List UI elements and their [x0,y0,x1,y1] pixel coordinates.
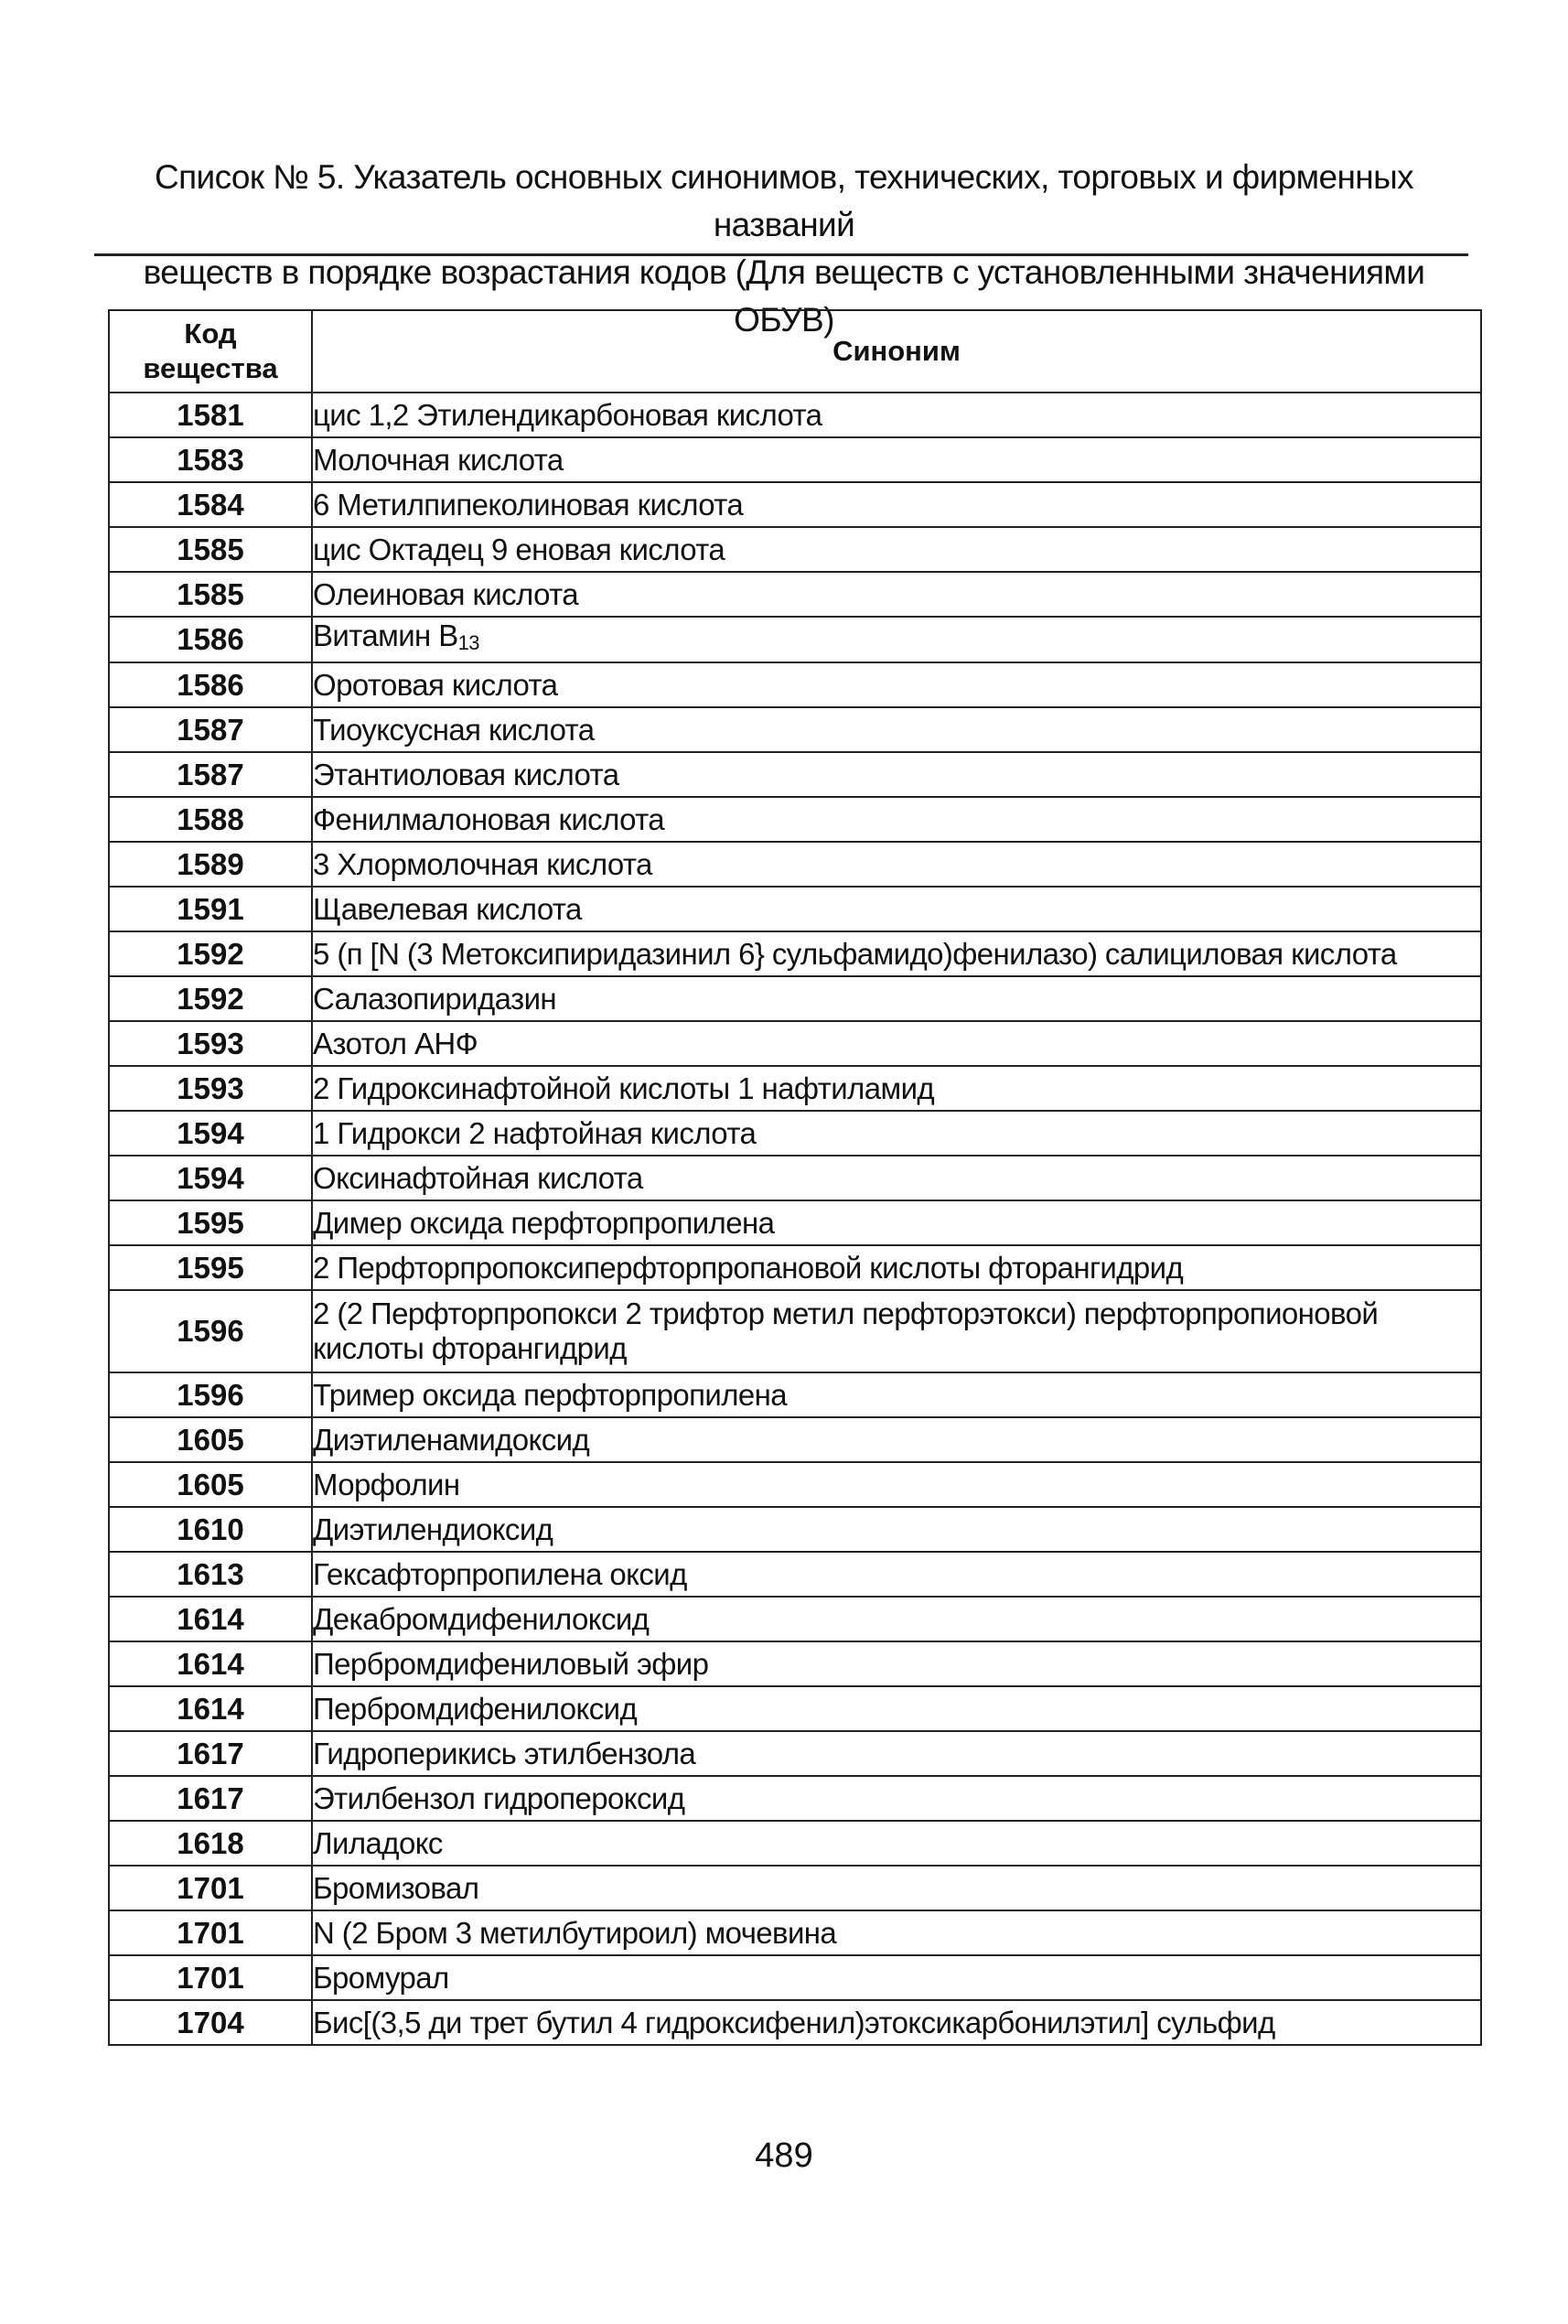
table-row [109,482,1481,527]
row-synonym: Салазопиридазин [312,976,1481,1021]
code-header-line-1: Код [184,317,237,350]
table-row [109,1955,1481,2000]
row-synonym: Димер оксида перфторпропилена [312,1200,1481,1245]
row-code: 1618 [109,1821,312,1866]
row-synonym: Тиоуксусная кислота [312,707,1481,752]
row-synonym: Фенилмалоновая кислота [312,797,1481,842]
subscript: 13 [457,631,479,654]
synonym-table [108,309,1482,2046]
row-code: 1594 [109,1111,312,1156]
row-synonym: Лиладокс [312,1821,1481,1866]
table-row [109,1111,1481,1156]
table-row [109,1552,1481,1597]
code-column-header [109,310,312,393]
row-synonym: Оксинафтойная кислота [312,1156,1481,1200]
table-row [109,1417,1481,1462]
row-synonym: Бромизовал [312,1866,1481,1910]
table-row [109,572,1481,617]
synonym-line-1: 2 (2 Перфторпропокси 2 трифтор метил перфторэтокси) перфторпропионовой [313,1296,1379,1330]
table-header-row [109,310,1481,393]
row-code: 1583 [109,437,312,482]
table-row [109,842,1481,887]
row-code: 1595 [109,1200,312,1245]
row-code: 1605 [109,1417,312,1462]
row-code: 1593 [109,1066,312,1111]
row-code: 1614 [109,1686,312,1731]
table-row [109,1686,1481,1731]
row-code: 1701 [109,1955,312,2000]
table-row [109,393,1481,437]
table-row [109,1731,1481,1776]
row-synonym [312,617,1481,662]
table-row [109,1507,1481,1552]
row-synonym: Азотол АНФ [312,1021,1481,1066]
row-synonym: Гидроперикись этилбензола [312,1731,1481,1776]
table-row [109,1156,1481,1200]
row-code: 1581 [109,393,312,437]
table-row [109,707,1481,752]
row-synonym: Диэтилендиоксид [312,1507,1481,1552]
heading-line-2: веществ в порядке возрастания кодов (Для веществ с установленными значениями ОБУВ) [143,253,1425,339]
table-row [109,2000,1481,2045]
row-synonym: Декабромдифенилоксид [312,1597,1481,1641]
row-synonym: Диэтиленамидоксид [312,1417,1481,1462]
row-code: 1605 [109,1462,312,1507]
table-row [109,1910,1481,1955]
row-synonym: 3 Хлормолочная кислота [312,842,1481,887]
row-code: 1587 [109,752,312,797]
row-code: 1610 [109,1507,312,1552]
table-row [109,887,1481,931]
row-code: 1596 [109,1290,312,1372]
row-synonym: 6 Метилпипеколиновая кислота [312,482,1481,527]
row-synonym: 2 Перфторпропоксиперфторпропановой кислоты фторангидрид [312,1245,1481,1290]
row-synonym: N (2 Бром 3 метилбутироил) мочевина [312,1910,1481,1955]
row-synonym: 5 (п [N (3 Метоксипиридазинил 6} сульфамидо)фенилазо) салициловая кислота [312,931,1481,976]
table-row [109,1866,1481,1910]
row-code: 1595 [109,1245,312,1290]
row-code: 1596 [109,1372,312,1417]
row-code: 1587 [109,707,312,752]
table-row [109,1372,1481,1417]
synonym-line-2: кислоты фторангидрид [313,1331,627,1365]
row-code: 1586 [109,662,312,707]
row-code: 1617 [109,1731,312,1776]
row-synonym: 1 Гидрокси 2 нафтойная кислота [312,1111,1481,1156]
row-synonym: Пербромдифенилоксид [312,1686,1481,1731]
table-row [109,1200,1481,1245]
row-code: 1614 [109,1597,312,1641]
row-code: 1588 [109,797,312,842]
row-synonym: Этантиоловая кислота [312,752,1481,797]
row-code: 1586 [109,617,312,662]
table-row [109,617,1481,662]
row-code: 1592 [109,976,312,1021]
row-code: 1617 [109,1776,312,1821]
row-code: 1701 [109,1866,312,1910]
row-synonym: Бис[(3,5 ди трет бутил 4 гидроксифенил)этоксикарбонилэтил] сульфид [312,2000,1481,2045]
table-row [109,1776,1481,1821]
row-code: 1614 [109,1641,312,1686]
row-synonym [312,1290,1481,1372]
row-code: 1591 [109,887,312,931]
table-row [109,752,1481,797]
table-row [109,1597,1481,1641]
row-synonym: Гексафторпропилена оксид [312,1552,1481,1597]
table-row [109,1066,1481,1111]
table-row [109,1462,1481,1507]
table-row [109,797,1481,842]
table-row [109,1821,1481,1866]
row-code: 1585 [109,527,312,572]
row-code: 1585 [109,572,312,617]
heading-underline [94,253,1468,256]
row-synonym: цис Октадец 9 еновая кислота [312,527,1481,572]
row-synonym: Молочная кислота [312,437,1481,482]
row-synonym: Морфолин [312,1462,1481,1507]
table-row [109,931,1481,976]
table-row [109,976,1481,1021]
heading-line-1: Список № 5. Указатель основных синонимов, технических, торговых и фирменных названий [154,158,1414,243]
row-synonym: цис 1,2 Этилендикарбоновая кислота [312,393,1481,437]
row-code: 1593 [109,1021,312,1066]
row-synonym: 2 Гидроксинафтойной кислоты 1 нафтиламид [312,1066,1481,1111]
row-code: 1704 [109,2000,312,2045]
row-synonym: Оротовая кислота [312,662,1481,707]
row-synonym: Тример оксида перфторпропилена [312,1372,1481,1417]
row-code: 1594 [109,1156,312,1200]
page-number: 489 [755,2136,813,2175]
row-synonym: Пербромдифениловый эфир [312,1641,1481,1686]
row-code: 1584 [109,482,312,527]
row-synonym: Этилбензол гидропероксид [312,1776,1481,1821]
row-synonym: Бромурал [312,1955,1481,2000]
code-header-line-2: вещества [143,352,278,384]
row-code: 1589 [109,842,312,887]
table-row [109,662,1481,707]
table-row [109,1021,1481,1066]
row-synonym: Щавелевая кислота [312,887,1481,931]
synonym-text: Витамин B [313,619,458,652]
table-row [109,437,1481,482]
row-code: 1701 [109,1910,312,1955]
row-synonym: Олеиновая кислота [312,572,1481,617]
row-code: 1592 [109,931,312,976]
synonym-column-header: Синоним [312,310,1481,393]
table-row [109,1245,1481,1290]
row-code: 1613 [109,1552,312,1597]
table-row [109,527,1481,572]
table-row [109,1641,1481,1686]
table-row [109,1290,1481,1372]
